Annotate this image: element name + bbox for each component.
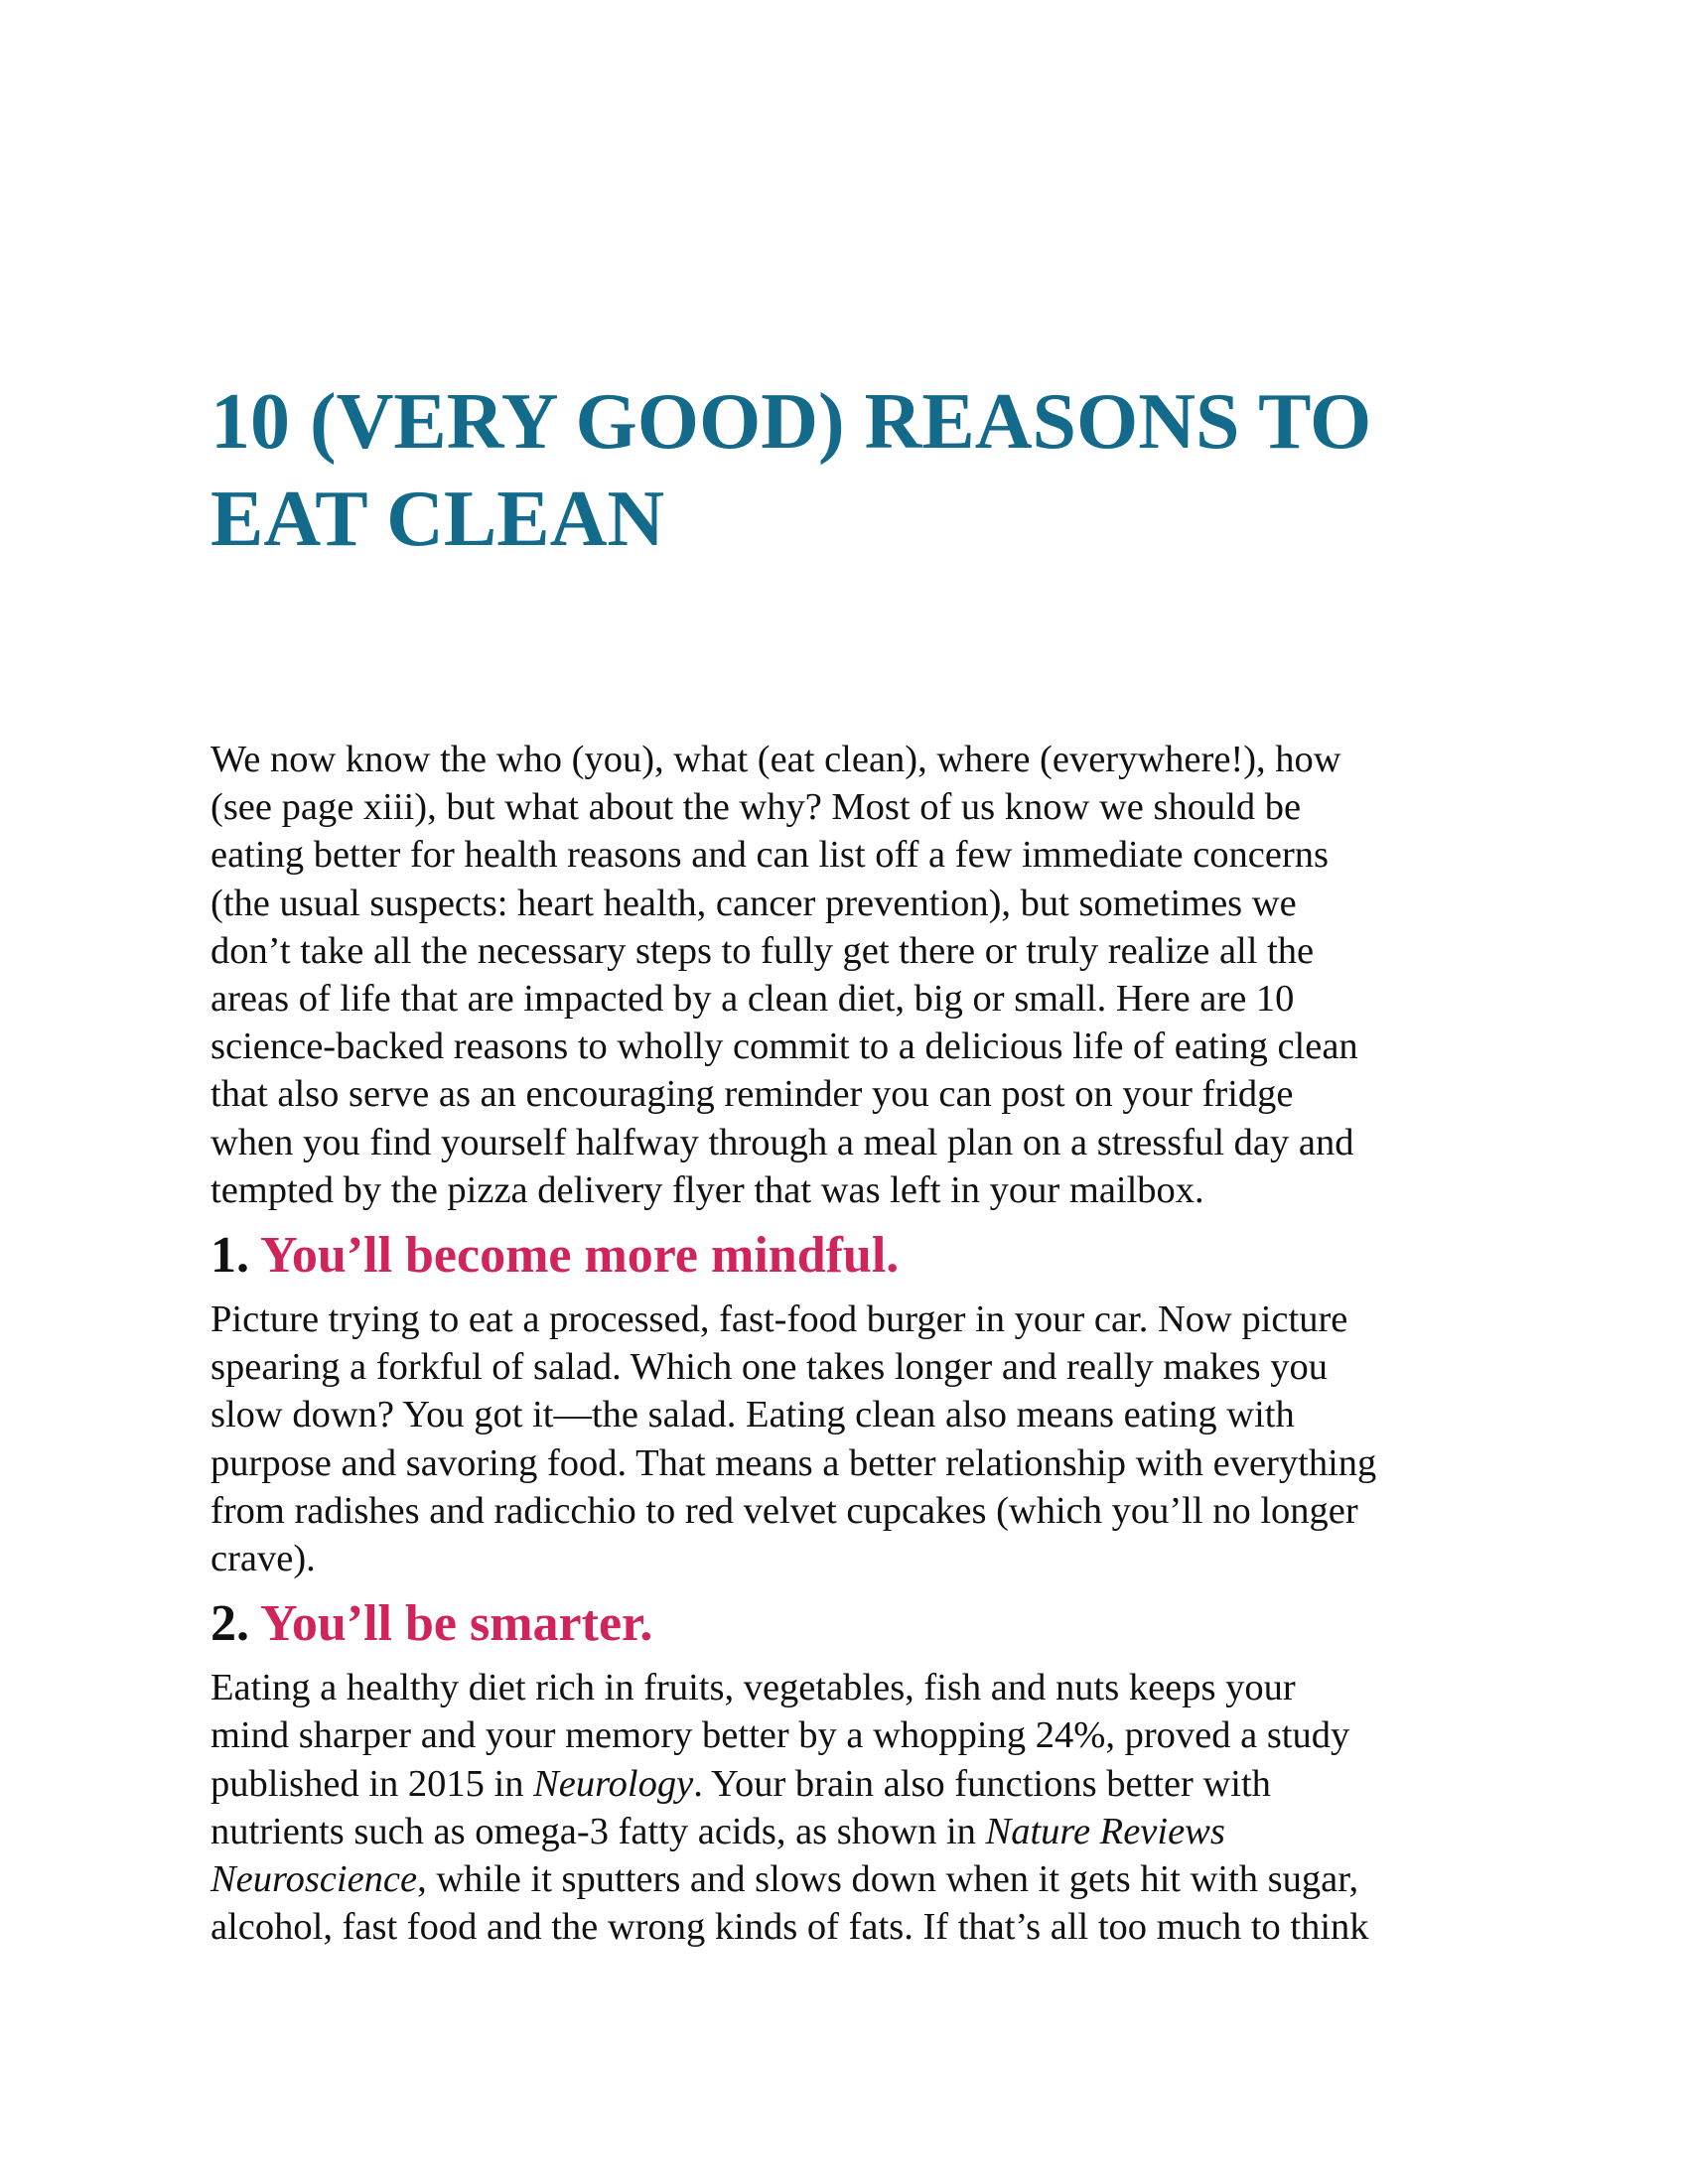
text-run: . Your brain also functions better with	[693, 1762, 1271, 1805]
journal-title: Nature Reviews	[985, 1810, 1225, 1852]
intro-line: (see page xiii), but what about the why? Most of us know we should be	[211, 786, 1302, 829]
section-1-line: slow down? You got it—the salad. Eating clean also means eating with	[211, 1394, 1295, 1436]
section-1-line: spearing a forkful of salad. Which one takes longer and really makes you	[211, 1346, 1329, 1389]
intro-line: science-backed reasons to wholly commit to a delicious life of eating clean	[211, 1025, 1358, 1068]
journal-title: Neuroscience	[211, 1858, 418, 1901]
section-1-line: purpose and savoring food. That means a better relationship with everything	[211, 1441, 1377, 1484]
section-1-paragraph	[211, 1296, 1501, 1582]
text-run: , while it sputters and slows down when it gets hit with sugar,	[417, 1858, 1359, 1901]
section-1-line: Picture trying to eat a processed, fast-food burger in your car. Now picture	[211, 1298, 1348, 1341]
section-heading-text: You’ll be smarter.	[260, 1595, 653, 1653]
section-1-line: from radishes and radicchio to red velvet cupcakes (which you’ll no longer	[211, 1489, 1358, 1532]
section-2-line: Eating a healthy diet rich in fruits, vegetables, fish and nuts keeps your	[211, 1667, 1296, 1709]
intro-line: areas of life that are impacted by a clean diet, big or small. Here are 10	[211, 978, 1295, 1021]
section-number: 2.	[211, 1595, 249, 1653]
section-heading-2	[211, 1594, 1501, 1654]
intro-line: We now know the who (you), what (eat clean), where (everywhere!), how	[211, 739, 1341, 780]
section-number: 1.	[211, 1227, 249, 1285]
body-content	[211, 736, 1501, 1951]
intro-line: tempted by the pizza delivery flyer that was left in your mailbox.	[211, 1168, 1204, 1211]
section-2-line	[211, 1760, 1501, 1808]
section-2-line: alcohol, fast food and the wrong kinds of fats. If that’s all too much to think	[211, 1906, 1369, 1949]
intro-line: (the usual suspects: heart health, cancer prevention), but sometimes we	[211, 882, 1297, 924]
text-run: published in 2015 in	[211, 1762, 534, 1805]
intro-line: eating better for health reasons and can list off a few immediate concerns	[211, 834, 1330, 877]
intro-line: that also serve as an encouraging reminder you can post on your fridge	[211, 1073, 1294, 1116]
section-2-line	[211, 1855, 1501, 1903]
title-line: 10 (VERY GOOD) REASONS TO	[211, 378, 1372, 466]
text-run: nutrients such as omega-3 fatty acids, as shown in	[211, 1810, 986, 1852]
section-1-line: crave).	[211, 1538, 316, 1580]
section-2-line: mind sharper and your memory better by a whopping 24%, proved a study	[211, 1714, 1350, 1757]
title-line: EAT CLEAN	[211, 476, 665, 563]
section-heading-text: You’ll become more mindful.	[260, 1227, 900, 1285]
section-2-line	[211, 1808, 1501, 1855]
intro-paragraph	[211, 736, 1501, 1214]
intro-line: don’t take all the necessary steps to fully get there or truly realize all the	[211, 929, 1315, 972]
section-heading-1	[211, 1226, 1501, 1286]
page-title	[211, 373, 1501, 568]
section-2-paragraph	[211, 1664, 1501, 1951]
intro-line: when you find yourself halfway through a meal plan on a stressful day and	[211, 1121, 1354, 1163]
journal-title: Neurology	[533, 1762, 694, 1805]
